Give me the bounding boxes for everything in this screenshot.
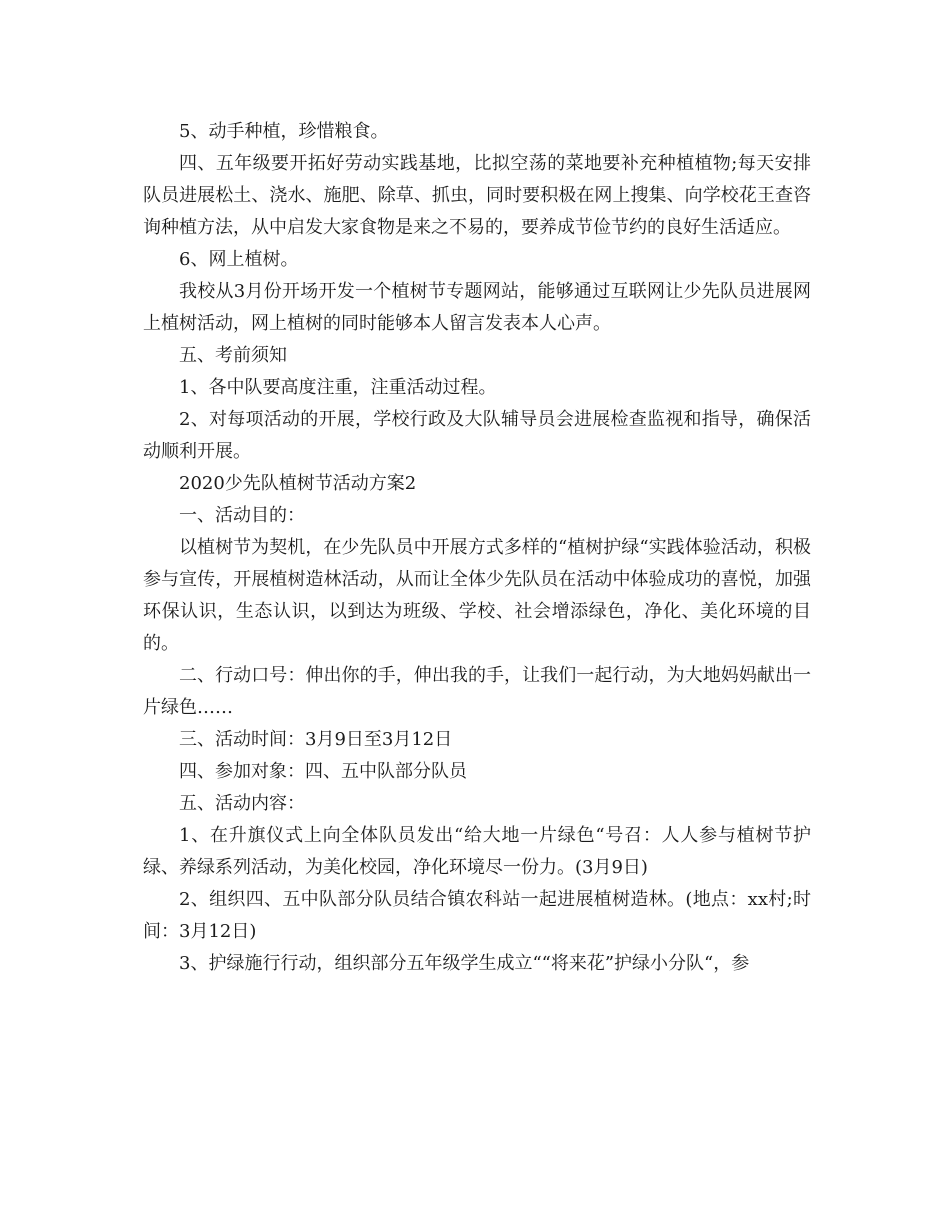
paragraph-6: 1、各中队要高度注重，注重活动过程。 — [179, 377, 497, 398]
paragraph-15: 1、在升旗仪式上向全体队员发出“给大地一片绿色“号召：人人参与植树节护绿、养绿系列活动，为美化校园，净化环境尽一份力。(3月9日) — [143, 825, 811, 878]
paragraph-13: 四、参加对象：四、五中队部分队员 — [179, 761, 467, 782]
paragraph-9: 一、活动目的： — [179, 505, 305, 526]
paragraph-2: 四、五年级要开拓好劳动实践基地，比拟空荡的菜地要补充种植植物;每天安排队员进展松土、浇水、施肥、除草、抓虫，同时要积极在网上搜集、向学校花王查咨询种植方法，从中启发大家食物是来之不易的，要养成节俭节约的良好生活适应。 — [143, 153, 811, 238]
paragraph-3: 6、网上植树。 — [179, 249, 299, 270]
paragraph-5: 五、考前须知 — [179, 345, 287, 366]
paragraph-10: 以植树节为契机，在少先队员中开展方式多样的“植树护绿“实践体验活动，积极参与宣传，开展植树造林活动，从而让全体少先队员在活动中体验成功的喜悦，加强环保认识，生态认识，以到达为班级、学校、社会增添绿色，净化、美化环境的目的。 — [143, 537, 811, 654]
paragraph-1: 5、动手种植，珍惜粮食。 — [179, 121, 389, 142]
paragraph-17: 3、护绿施行行动，组织部分五年级学生成立““将来花”护绿小分队“，参 — [179, 953, 750, 974]
paragraph-11: 二、行动口号：伸出你的手，伸出我的手，让我们一起行动，为大地妈妈献出一片绿色…… — [143, 665, 811, 718]
section-title: 2020少先队植树节活动方案2 — [179, 473, 417, 494]
paragraph-7: 2、对每项活动的开展，学校行政及大队辅导员会进展检查监视和指导，确保活动顺利开展。 — [143, 409, 811, 462]
paragraph-4: 我校从3月份开场开发一个植树节专题网站，能够通过互联网让少先队员进展网上植树活动，网上植树的同时能够本人留言发表本人心声。 — [143, 281, 811, 334]
paragraph-16: 2、组织四、五中队部分队员结合镇农科站一起进展植树造林。(地点：xx村;时间：3月12日) — [143, 889, 811, 942]
paragraph-12: 三、活动时间：3月9日至3月12日 — [179, 729, 453, 750]
document-body — [143, 116, 811, 980]
paragraph-14: 五、活动内容： — [179, 793, 305, 814]
